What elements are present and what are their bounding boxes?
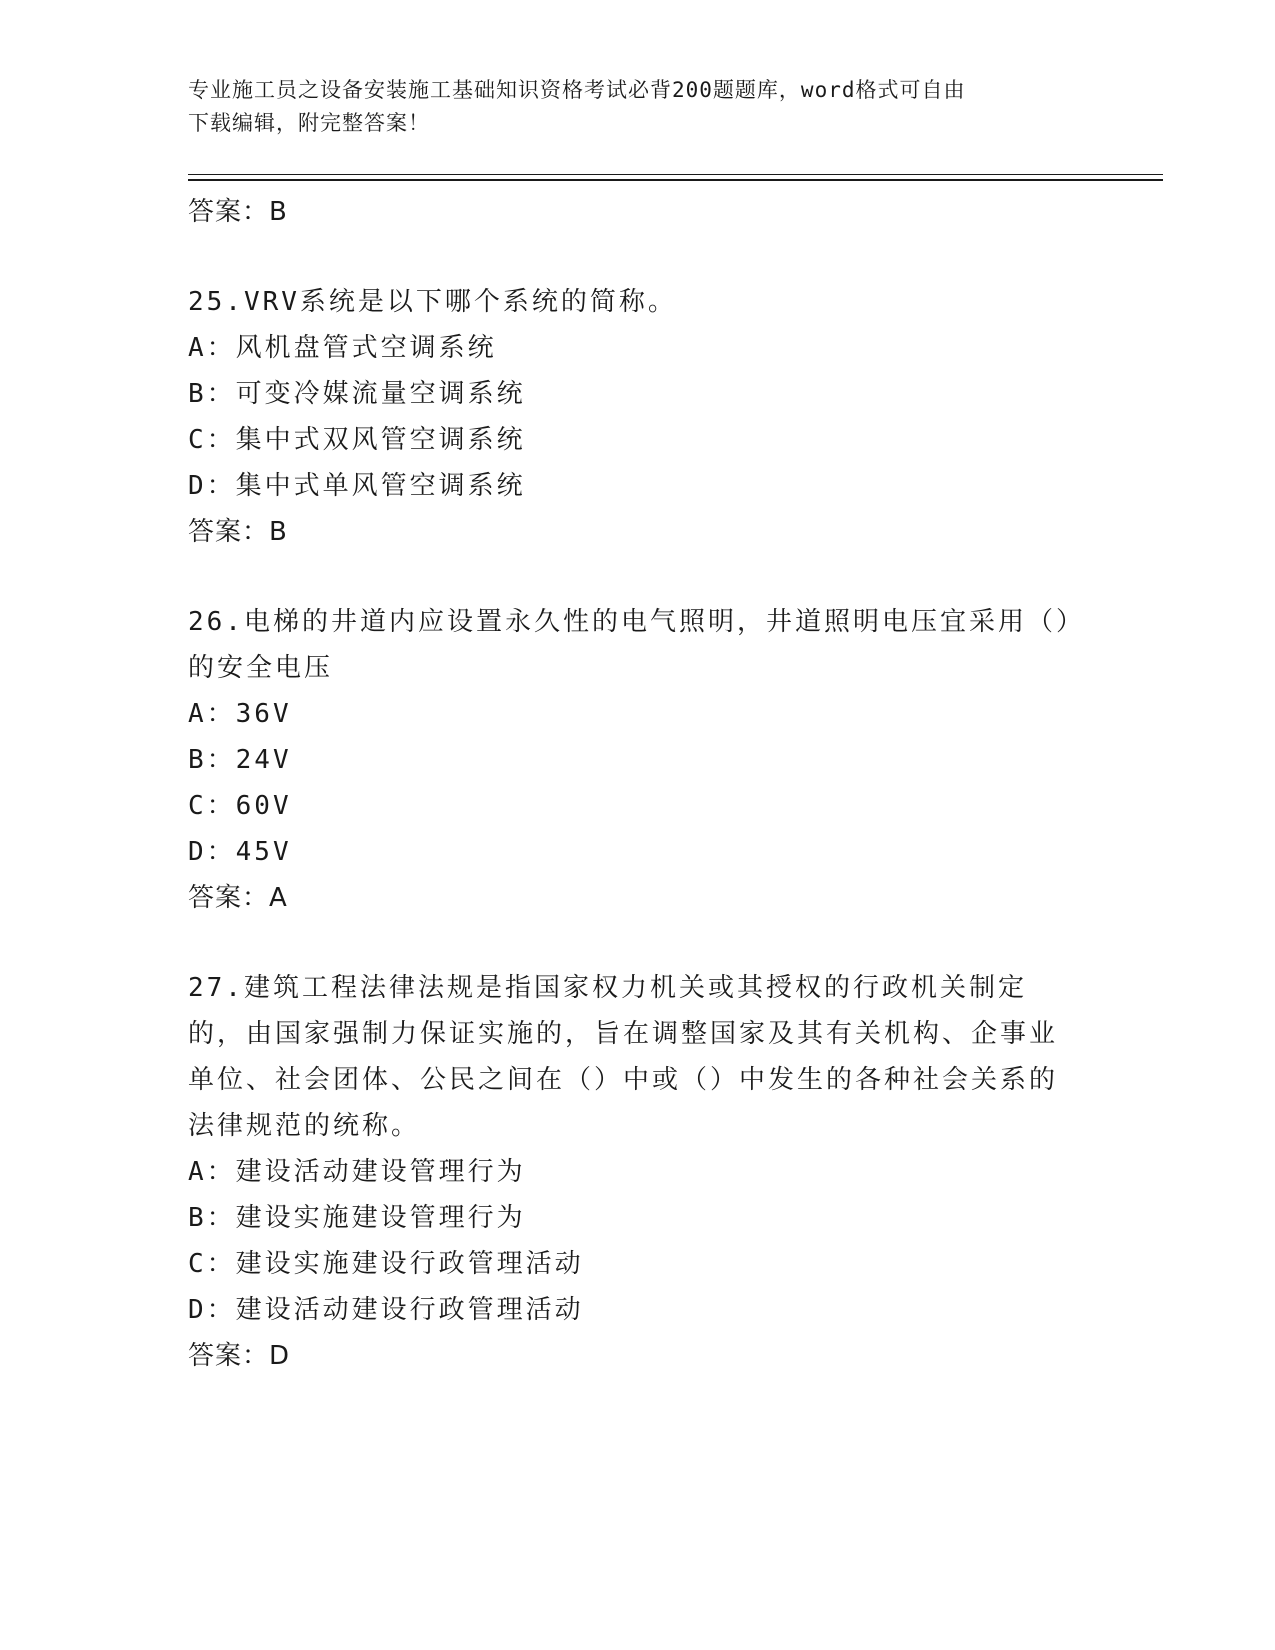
question-27 <box>188 965 1078 1379</box>
previous-answer: 答案：B <box>188 197 288 227</box>
answer-label: 答案：A <box>188 883 288 913</box>
header-line-1: 专业施工员之设备安装施工基础知识资格考试必背200题题库，word格式可自由 <box>188 78 966 102</box>
question-stem: 27.建筑工程法律法规是指国家权力机关或其授权的行政机关制定的，由国家强制力保证实施的，旨在调整国家及其有关机构、企事业单位、社会团体、公民之间在（）中或（）中发生的各种社会关系的法律规范的统称。 <box>188 973 1059 1141</box>
option-a: A：36V <box>188 699 292 729</box>
question-25 <box>188 279 1078 555</box>
question-26 <box>188 599 1078 921</box>
option-b: B：24V <box>188 745 292 775</box>
option-b: B：建设实施建设管理行为 <box>188 1203 526 1233</box>
answer-label: 答案：B <box>188 517 288 547</box>
question-stem: 26.电梯的井道内应设置永久性的电气照明，井道照明电压宜采用（）的安全电压 <box>188 607 1072 683</box>
header-divider-thick <box>188 179 1163 181</box>
question-stem: 25.VRV系统是以下哪个系统的简称。 <box>188 287 677 317</box>
question-list <box>188 189 1078 1379</box>
answer-label: 答案：D <box>188 1341 291 1371</box>
option-c: C：集中式双风管空调系统 <box>188 425 526 455</box>
header-divider-thin <box>188 174 1163 175</box>
option-b: B：可变冷媒流量空调系统 <box>188 379 526 409</box>
header-line-2: 下载编辑，附完整答案！ <box>188 111 430 135</box>
option-c: C：60V <box>188 791 292 821</box>
option-c: C：建设实施建设行政管理活动 <box>188 1249 584 1279</box>
option-a: A：建设活动建设管理行为 <box>188 1157 526 1187</box>
document-header <box>188 74 1078 140</box>
option-d: D：建设活动建设行政管理活动 <box>188 1295 584 1325</box>
option-a: A：风机盘管式空调系统 <box>188 333 497 363</box>
option-d: D：集中式单风管空调系统 <box>188 471 526 501</box>
option-d: D：45V <box>188 837 292 867</box>
